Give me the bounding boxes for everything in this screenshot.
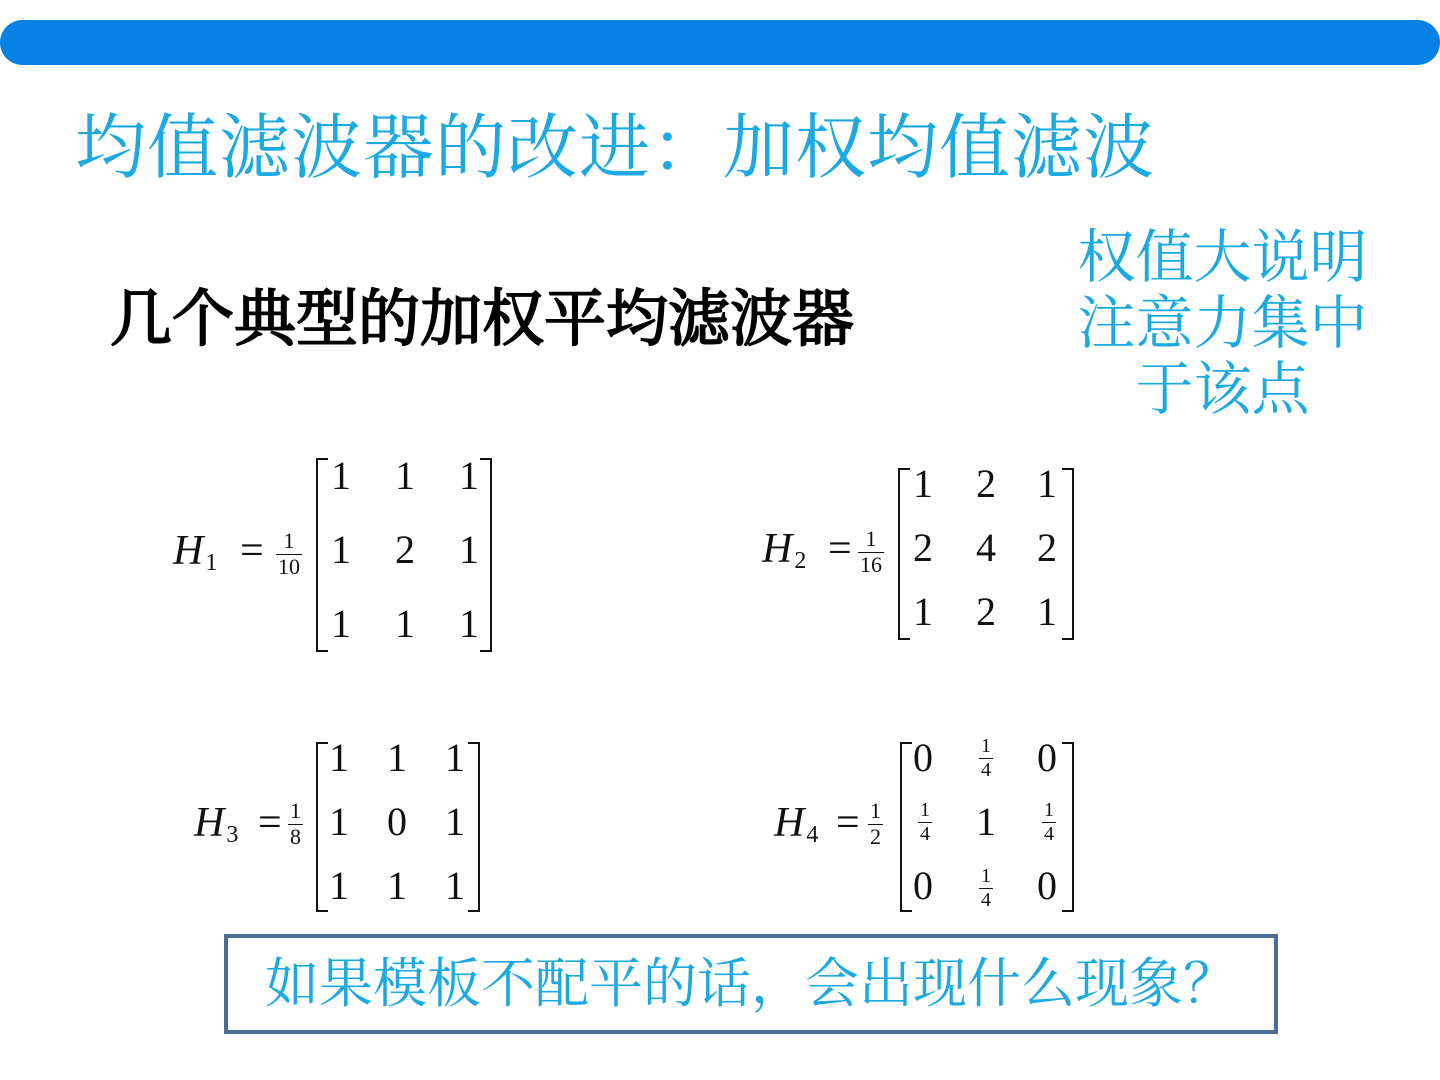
side-note (1075, 224, 1370, 422)
fraction-numerator: 1 (1044, 799, 1054, 821)
coefficient-fraction (276, 530, 302, 578)
fraction-numerator: 1 (920, 799, 930, 821)
matrix-cell: 1 (329, 863, 349, 908)
matrix-cell: 0 (387, 799, 407, 844)
matrix-cell: 0 (913, 735, 933, 780)
matrix-cell: 1 (331, 527, 351, 572)
side-note-line: 注意力集中 (1077, 289, 1368, 357)
matrix-cell: 1 (445, 735, 465, 780)
fraction-numerator: 1 (865, 526, 877, 551)
matrix-label: $H_3$ (194, 800, 239, 848)
matrix-cell: 1 (913, 461, 933, 506)
question-box (224, 934, 1278, 1034)
coefficient-fraction (858, 528, 884, 576)
equals-sign: = (836, 800, 860, 846)
matrix-cell: 1 (913, 589, 933, 634)
fraction-denominator: 4 (981, 759, 991, 781)
coefficient-fraction (288, 800, 303, 848)
side-note-line: 于该点 (1135, 355, 1310, 423)
matrix-cell: 1 (395, 453, 415, 498)
matrix-cell: 1 (1037, 589, 1057, 634)
matrix-cell: 0 (1037, 863, 1057, 908)
matrix-cell: 1 (331, 453, 351, 498)
fraction-numerator: 1 (290, 798, 301, 823)
matrix-cell: 1 (459, 453, 479, 498)
matrix-cell: 2 (913, 525, 933, 570)
matrix-cell: 1 (387, 735, 407, 780)
equals-sign: = (258, 800, 282, 846)
matrix-cell: 1 (1037, 461, 1057, 506)
matrix-label: $H_2$ (762, 526, 807, 574)
fraction-numerator: 1 (870, 798, 881, 823)
matrix-cell: 2 (395, 527, 415, 572)
fraction-numerator: 1 (981, 735, 991, 757)
matrix-cell: 1 (329, 799, 349, 844)
matrix-cell: 0 (913, 863, 933, 908)
side-note-line: 权值大说明 (1077, 223, 1368, 291)
matrix-cell-fraction (961, 736, 1011, 780)
matrix-cell: 1 (445, 863, 465, 908)
slide-subtitle: 几个典型的加权平均滤波器 (110, 282, 855, 355)
equals-sign: = (828, 526, 852, 572)
matrix-cell-fraction (961, 866, 1011, 910)
fraction-denominator: 16 (860, 552, 882, 577)
fraction-denominator: 10 (278, 554, 300, 579)
top-accent-bar (0, 20, 1440, 65)
fraction-denominator: 4 (920, 823, 930, 845)
question-text: 如果模板不配平的话，会出现什么现象？ (265, 952, 1237, 1015)
matrix-cell: 2 (1037, 525, 1057, 570)
matrix-cell: 1 (395, 601, 415, 646)
matrix-cell: 1 (387, 863, 407, 908)
matrix-cell: 4 (976, 525, 996, 570)
fraction-numerator: 1 (283, 528, 295, 553)
matrix-cell: 1 (459, 527, 479, 572)
fraction-denominator: 4 (1044, 823, 1054, 845)
matrix-cell: 2 (976, 461, 996, 506)
fraction-numerator: 1 (981, 865, 991, 887)
matrix-cell: 1 (331, 601, 351, 646)
fraction-denominator: 8 (290, 824, 301, 849)
matrix-label: $H_4$ (774, 800, 819, 848)
matrix-cell: 1 (329, 735, 349, 780)
matrix-cell: 1 (976, 799, 996, 844)
slide-title: 均值滤波器的改进：加权均值滤波 (75, 106, 1156, 189)
matrix-cell: 2 (976, 589, 996, 634)
matrix-cell-fraction (900, 800, 950, 844)
matrix-label: $H_1$ (173, 528, 218, 576)
fraction-denominator: 4 (981, 889, 991, 911)
coefficient-fraction (868, 800, 883, 848)
matrix-cell-fraction (1024, 800, 1074, 844)
matrix-cell: 1 (459, 601, 479, 646)
fraction-denominator: 2 (870, 824, 881, 849)
matrix-cell: 1 (445, 799, 465, 844)
equals-sign: = (240, 528, 264, 574)
matrix-cell: 0 (1037, 735, 1057, 780)
